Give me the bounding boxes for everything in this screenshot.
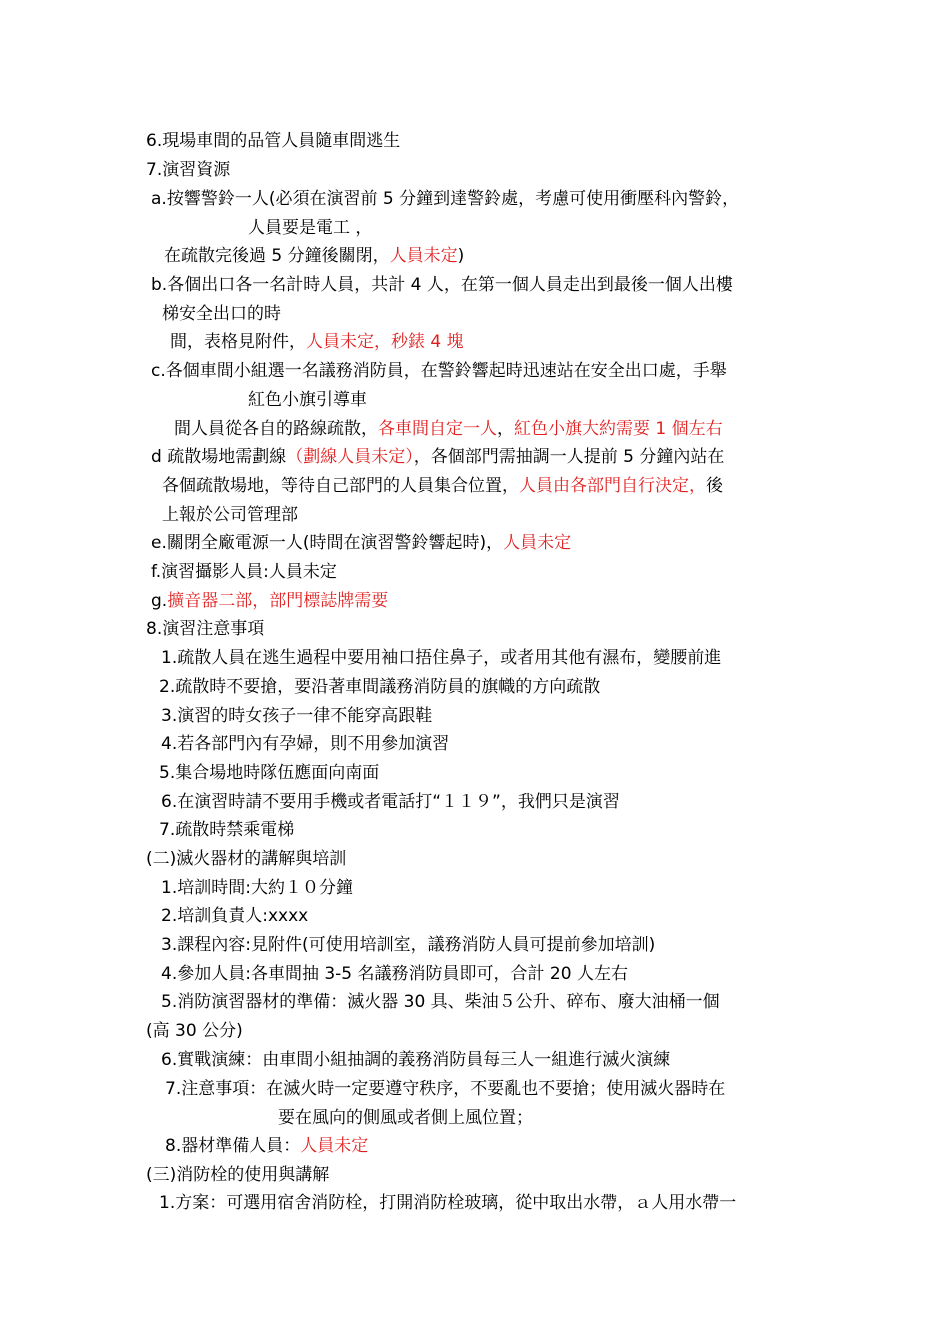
text-segment: (高 30 公分) — [146, 1021, 243, 1041]
text-segment: 8.演習注意事項 — [146, 619, 265, 639]
text-line — [146, 130, 400, 152]
text-segment: 各個疏散場地，等待自己部門的人員集合位置， — [162, 476, 519, 496]
text-line — [146, 1164, 329, 1186]
text-line — [161, 733, 449, 755]
text-line — [161, 963, 628, 985]
text-segment: 上報於公司管理部 — [162, 505, 298, 525]
text-segment: 人員要是電工 ， — [248, 218, 373, 238]
highlighted-text: 人員未定，秒錶 4 塊 — [306, 332, 464, 352]
text-segment: d 疏散場地需劃線 — [151, 447, 287, 467]
text-line — [151, 561, 337, 583]
text-segment: g. — [151, 591, 168, 611]
text-line — [248, 389, 367, 411]
text-line — [151, 590, 388, 612]
text-segment: 1.培訓時間:大約１０分鐘 — [161, 878, 353, 898]
text-segment: 2.培訓負責人:xxxx — [161, 906, 309, 926]
text-line — [162, 475, 723, 497]
text-line — [151, 446, 724, 468]
text-segment: 1.方案：可選用宿舍消防栓，打開消防栓玻璃，從中取出水帶，ａ人用水帶一 — [159, 1193, 737, 1213]
text-line — [170, 331, 464, 353]
text-line — [161, 934, 655, 956]
text-segment: 3.課程內容:見附件(可使用培訓室，議務消防人員可提前參加培訓) — [161, 935, 656, 955]
highlighted-text: 人員由各部門自行決定， — [519, 476, 706, 496]
text-line — [159, 1192, 736, 1214]
text-segment: 紅色小旗引導車 — [248, 390, 367, 410]
text-segment: 要在風向的側風或者側上風位置； — [278, 1108, 533, 1128]
text-segment: 3.演習的時女孩子一律不能穿高跟鞋 — [161, 706, 433, 726]
text-segment: 後 — [706, 476, 723, 496]
text-segment: 5.集合場地時隊伍應面向南面 — [159, 763, 380, 783]
text-segment: 間人員從各自的路線疏散， — [174, 419, 378, 439]
text-line — [278, 1107, 533, 1129]
text-segment: 7.注意事項：在滅火時一定要遵守秩序，不要亂也不要搶；使用滅火器時在 — [165, 1079, 726, 1099]
text-line — [161, 877, 353, 899]
text-segment: (三)消防栓的使用與講解 — [146, 1165, 330, 1185]
text-line — [161, 647, 721, 669]
text-segment: ) — [457, 246, 465, 266]
text-segment: 1.疏散人員在逃生過程中要用袖口捂住鼻子，或者用其他有濕布，變腰前進 — [161, 648, 722, 668]
highlighted-text: 擴音器二部，部門標誌牌需要 — [167, 591, 389, 611]
text-segment: 6.現場車間的品管人員隨車間逃生 — [146, 131, 401, 151]
text-segment: 6.在演習時請不要用手機或者電話打“１１９”，我們只是演習 — [161, 792, 620, 812]
text-line — [161, 1049, 670, 1071]
highlighted-text: 人員未定 — [300, 1136, 369, 1156]
text-segment: 7.疏散時禁乘電梯 — [159, 820, 295, 840]
text-segment: a.按響警鈴一人(必須在演習前 5 分鐘到達警鈴處，考慮可使用衝壓科內警鈴， — [151, 189, 740, 209]
text-line — [159, 762, 379, 784]
text-line — [164, 245, 464, 267]
text-segment: ，各個部門需抽調一人提前 5 分鐘內站在 — [413, 447, 725, 467]
text-line — [165, 1135, 368, 1157]
text-line — [146, 848, 346, 870]
text-line — [174, 418, 723, 440]
text-segment: 5.消防演習器材的準備：滅火器 30 具、柴油５公升、碎布、廢大油桶一個 — [161, 992, 720, 1012]
text-segment: 6.實戰演練：由車間小組抽調的義務消防員每三人一組進行滅火演練 — [161, 1050, 671, 1070]
text-line — [161, 705, 432, 727]
text-segment: e.關閉全廠電源一人(時間在演習警鈴響起時)， — [151, 533, 504, 553]
highlighted-text: 人員未定 — [389, 246, 458, 266]
text-line — [151, 360, 727, 382]
text-segment: c.各個車間小組選一名議務消防員，在警鈴響起時迅速站在安全出口處，手舉 — [151, 361, 727, 381]
text-segment: 4.若各部門內有孕婦，則不用參加演習 — [161, 734, 450, 754]
text-line — [165, 1078, 725, 1100]
text-segment: ， — [497, 419, 514, 439]
highlighted-text: 紅色小旗大約需要 1 個左右 — [514, 419, 723, 439]
text-segment: (二)滅火器材的講解與培訓 — [146, 849, 347, 869]
text-segment: 2.疏散時不要搶，要沿著車間議務消防員的旗幟的方向疏散 — [159, 677, 601, 697]
text-line — [146, 618, 264, 640]
text-segment: 梯安全出口的時 — [162, 304, 281, 324]
text-line — [146, 1020, 243, 1042]
text-line — [151, 274, 733, 296]
text-line — [161, 905, 308, 927]
text-line — [159, 819, 294, 841]
text-line — [151, 188, 739, 210]
text-segment: 8.器材準備人員： — [165, 1136, 301, 1156]
text-line — [161, 791, 620, 813]
text-segment: b.各個出口各一名計時人員，共計 4 人，在第一個人員走出到最後一個人出樓 — [151, 275, 733, 295]
text-segment: f.演習攝影人員:人員未定 — [151, 562, 337, 582]
text-line — [159, 676, 600, 698]
text-segment: 在疏散完後過 5 分鐘後關閉， — [164, 246, 390, 266]
highlighted-text: （劃線人員未定） — [286, 447, 414, 467]
text-line — [146, 159, 230, 181]
text-segment: 7.演習資源 — [146, 160, 231, 180]
text-line — [162, 504, 298, 526]
text-line — [248, 217, 372, 239]
text-line — [151, 532, 571, 554]
text-segment: 間，表格見附件， — [170, 332, 306, 352]
text-segment: 4.參加人員:各車間抽 3-5 名議務消防員即可，合計 20 人左右 — [161, 964, 628, 984]
highlighted-text: 各車間自定一人 — [378, 419, 497, 439]
text-line — [162, 303, 281, 325]
highlighted-text: 人員未定 — [503, 533, 572, 553]
text-line — [161, 991, 720, 1013]
